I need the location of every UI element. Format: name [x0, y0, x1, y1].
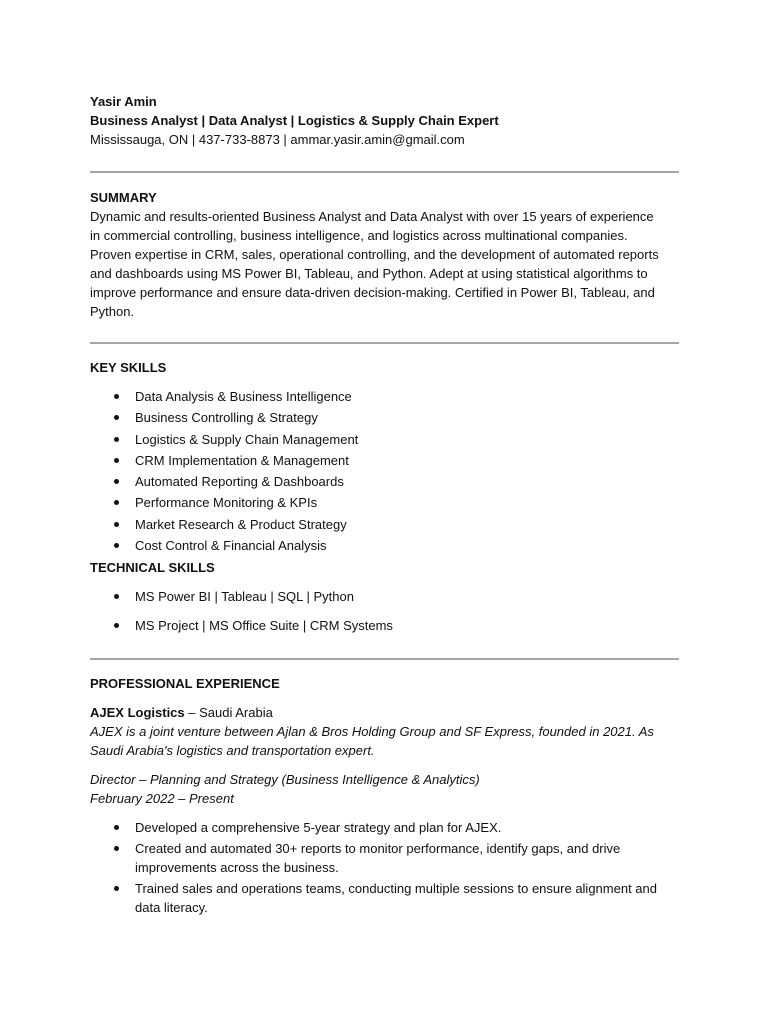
list-item: Automated Reporting & Dashboards: [90, 472, 680, 493]
technical-skills-list-wrap: [90, 587, 680, 635]
list-item: Data Analysis & Business Intelligence: [90, 387, 680, 408]
key-skills-section: [90, 358, 680, 377]
job-role: Director – Planning and Strategy (Business Intelligence & Analytics): [90, 772, 480, 787]
experience-bullets: [90, 818, 680, 917]
job-dates: February 2022 – Present: [90, 791, 234, 806]
company-block: [90, 703, 680, 760]
resume-header: [90, 92, 680, 149]
company-description: Saudi Arabia's logistics and transportation expert.: [90, 743, 375, 758]
role-block: [90, 770, 680, 808]
company-description: AJEX is a joint venture between Ajlan & Bros Holding Group and SF Express, founded in 2021. As: [90, 724, 654, 739]
technical-skills-list: [90, 587, 680, 635]
list-item: Created and automated 30+ reports to monitor performance, identify gaps, and drive improvements across the business.: [90, 839, 680, 877]
list-item: Business Controlling & Strategy: [90, 408, 680, 429]
section-divider: [90, 171, 679, 173]
list-item: Performance Monitoring & KPIs: [90, 493, 680, 514]
company-location: – Saudi Arabia: [184, 705, 273, 720]
contact-info: Mississauga, ON | 437-733-8873 | ammar.yasir.amin@gmail.com: [90, 132, 465, 147]
summary-line: Dynamic and results-oriented Business Analyst and Data Analyst with over 15 years of experience: [90, 209, 654, 224]
list-item: Market Research & Product Strategy: [90, 515, 680, 536]
key-skills-list: [90, 387, 680, 557]
summary-line: Python.: [90, 304, 135, 319]
candidate-name: Yasir Amin: [90, 94, 157, 109]
technical-skills-heading: TECHNICAL SKILLS: [90, 560, 215, 575]
section-divider: [90, 342, 679, 344]
list-item: Cost Control & Financial Analysis: [90, 536, 680, 557]
list-item: MS Project | MS Office Suite | CRM Systems: [90, 616, 680, 635]
summary-line: Proven expertise in CRM, sales, operational controlling, and the development of automated reports: [90, 247, 659, 262]
summary-line: in commercial controlling, business intelligence, and logistics across multinational companies.: [90, 228, 628, 243]
experience-section: [90, 674, 680, 693]
key-skills-heading: KEY SKILLS: [90, 360, 167, 375]
technical-skills-section: [90, 558, 680, 577]
list-item: MS Power BI | Tableau | SQL | Python: [90, 587, 680, 616]
summary-heading: SUMMARY: [90, 190, 157, 205]
summary-line: improve performance and ensure data-driven decision-making. Certified in Power BI, Tableau, and: [90, 285, 655, 300]
experience-bullets-wrap: [90, 818, 680, 917]
candidate-title: Business Analyst | Data Analyst | Logistics & Supply Chain Expert: [90, 113, 499, 128]
list-item: Developed a comprehensive 5-year strategy and plan for AJEX.: [90, 818, 680, 837]
summary-section: [90, 188, 680, 321]
list-item: Trained sales and operations teams, conducting multiple sessions to ensure alignment and data literacy.: [90, 879, 680, 917]
company-name: AJEX Logistics: [90, 705, 185, 720]
key-skills-list-wrap: [90, 387, 680, 557]
list-item: Logistics & Supply Chain Management: [90, 430, 680, 451]
summary-line: and dashboards using MS Power BI, Tableau, and Python. Adept at using statistical algorithms to: [90, 266, 648, 281]
section-divider: [90, 658, 679, 660]
list-item: CRM Implementation & Management: [90, 451, 680, 472]
experience-heading: PROFESSIONAL EXPERIENCE: [90, 676, 280, 691]
company-line: [90, 703, 680, 722]
